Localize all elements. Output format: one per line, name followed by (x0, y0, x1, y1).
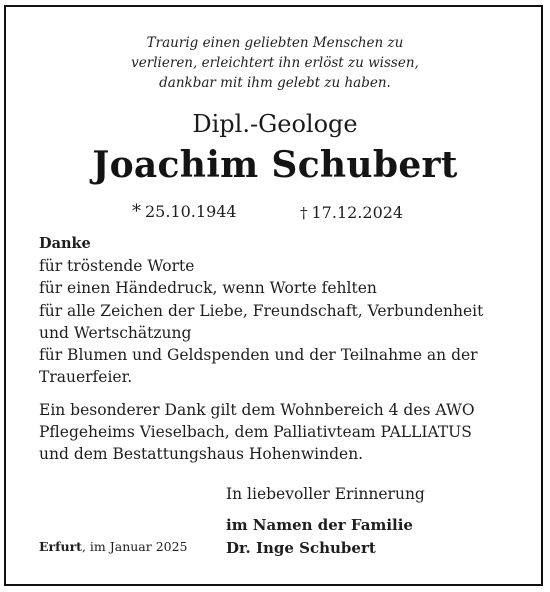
thanks-heading: Danke (39, 235, 91, 252)
special-thanks-line: und dem Bestattungshaus Hohenwinden. (39, 445, 364, 464)
deceased-name: Joachim Schubert (92, 144, 458, 186)
birth-date-line (132, 200, 237, 224)
death-cross-icon: † (300, 204, 308, 222)
thanks-line: für einen Händedruck, wenn Worte fehlten (39, 279, 377, 298)
memorial-verse (0, 33, 550, 93)
family-line: im Namen der Familie (226, 516, 413, 534)
birth-star-icon: * (132, 201, 141, 222)
place-city: Erfurt (39, 539, 82, 554)
family-signature (226, 514, 413, 559)
memory-line: In liebevoller Erinnerung (226, 485, 425, 503)
verse-line: Traurig einen geliebten Menschen zu (146, 35, 404, 51)
thanks-line: für tröstende Worte (39, 257, 195, 276)
verse-line: verlieren, erleichtert ihn erlöst zu wissen, (131, 55, 419, 71)
death-date-line (300, 201, 403, 225)
death-date: 17.12.2024 (311, 203, 404, 222)
special-thanks (39, 399, 475, 466)
thanks-line: für Blumen und Geldspenden und der Teilnahme an der (39, 346, 478, 365)
thanks-line: für alle Zeichen der Liebe, Freundschaft, Verbundenheit (39, 301, 484, 320)
special-thanks-line: Pflegeheims Vieselbach, dem Palliativteam PALLIATUS (39, 423, 472, 442)
special-thanks-line: Ein besonderer Dank gilt dem Wohnbereich 4 des AWO (39, 401, 475, 419)
thanks-line: Trauerfeier. (39, 368, 133, 387)
birth-date: 25.10.1944 (145, 202, 237, 221)
verse-line: dankbar mit ihm gelebt zu haben. (159, 75, 391, 91)
place-date-text: , im Januar 2025 (81, 539, 188, 554)
signer-name: Dr. Inge Schubert (226, 538, 376, 557)
deceased-title: Dipl.-Geologe (192, 110, 358, 138)
thanks-block (39, 233, 483, 388)
place-date (39, 537, 188, 557)
thanks-line: und Wertschätzung (39, 323, 192, 342)
